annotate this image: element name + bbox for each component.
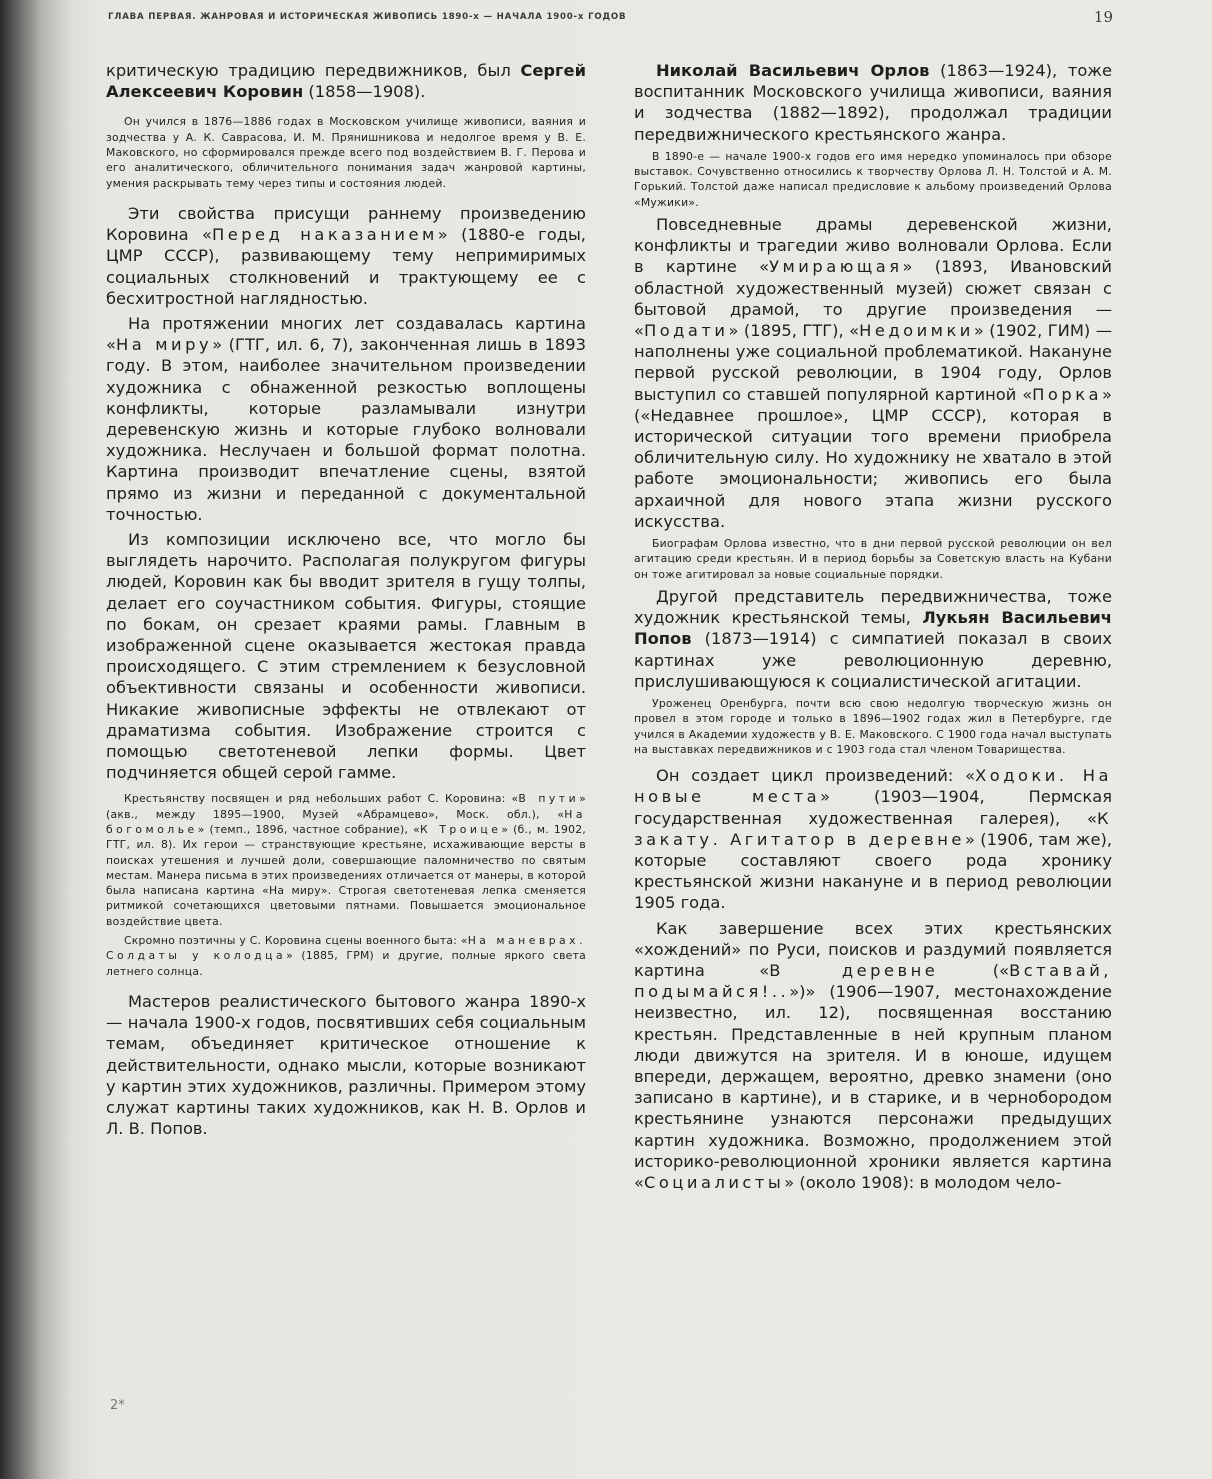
artist-name: Лукьян Васильевич Попов	[634, 608, 1112, 649]
artwork-title: Социалисты	[643, 1173, 785, 1192]
artist-name: Сергей Алексеевич Коровин	[106, 61, 586, 102]
artwork-title: На богомолье	[106, 807, 586, 836]
artwork-title: Недоимки	[859, 321, 974, 341]
artwork-title: Перед наказанием	[211, 225, 438, 245]
artwork-title: Порка	[1032, 384, 1103, 404]
artwork-title: К закату. Агитатор в деревне	[634, 808, 1112, 849]
biographical-note: Биографам Орлова известно, что в дни первой русской революции он вел агитацию среди крестьян. И в период борьбы за Советскую власть на Кубани он тоже агитировал за новые социальные порядки.	[634, 537, 1112, 581]
paragraph: На протяжении многих лет создавалась картина «На миру» (ГТГ, ил. 6, 7), законченная лишь в 1893 году. В этом, наиболее значительном произведении художника с обнаженной резкостью воплощены конфликты, которые разламывали изнутри деревенскую жизнь и которые глубоко волновали художника. Неслучаен и большой формат полотна. Картина производит впечатление сцены, взятой прямо из жизни и переданной с документальной точностью.	[106, 313, 587, 524]
paragraph: Он создает цикл произведений: «Ходоки. На новые места» (1903—1904, Пермская государственная художественная галерея), «К закату. Агитатор в деревне» (1906, там же), которые составляют своего рода хронику крестьянской жизни накануне и в период революции 1905 года.	[634, 766, 1113, 913]
artwork-title: Подати	[643, 321, 729, 341]
artwork-title: Умирающая	[769, 257, 903, 277]
note: Крестьянству посвящен и ряд небольших работ С. Коровина: «В пути» (акв., между 1895—1900, Музей «Абрамцево», Моск. обл.), «На богомолье» (темп., 1896, частное собрание), «К Троице» (б., м. 1902, ГТГ, ил. 8). Их герои — странствующие крестьяне, исхаживающие версты в поисках утешения и лучшей доли, совершающие паломничество по святым местам. Манера письма в этих произведениях отличается от манеры, в которой была написана картина «На миру». Строгая светотеневая лепка сменяется ритмикой сочетающихся цветовыми пятнами. Повышается эмоциональное воздействие цвета.	[106, 792, 586, 928]
artwork-title: Вставай, подымайся!..	[634, 960, 1112, 1002]
paragraph: критическую традицию передвижников, был Сергей Алексеевич Коровин (1858—1908).	[106, 61, 586, 102]
artwork-title: Ходоки. На новые места	[634, 766, 1112, 807]
artist-name: Николай Васильевич Орлов	[656, 61, 930, 80]
paragraph: Другой представитель передвижничества, тоже художник крестьянской темы, Лукьян Васильевич Попов (1873—1914) с симпатией показал в своих картинах уже революционную деревню, прислушивающуюся к социалистической агитации.	[634, 586, 1112, 691]
artwork-title: На миру	[115, 335, 213, 355]
signature-mark: 2*	[110, 1398, 125, 1413]
artwork-title: В пути	[518, 792, 580, 806]
biographical-note: Он учился в 1876—1886 годах в Московском училище живописи, ваяния и зодчества у А. К. Саврасова, И. М. Прянишникова и недолгое время у В. Е. Маковского, но сформировался прежде всего под воздействием В. Г. Перова и его аналитического, обличительного понимания задач жанровой картины, умения раскрывать тему через типы и состояния людей.	[106, 115, 586, 190]
paragraph: Повседневные драмы деревенской жизни, конфликты и трагедии живо волновали Орлова. Если в картине «Умирающая» (1893, Ивановский областной художественный музей) сюжет связан с бытовой драмой, то другие произведения — «Подати» (1895, ГТГ), «Недоимки» (1902, ГИМ) — наполнены уже социальной проблематикой. Накануне первой русской революции, в 1904 году, Орлов выступил со ставшей популярной картиной «Порка» («Недавнее прошлое», ЦМР СССР), которая в исторической ситуации того времени приобрела обличительную силу. Но художнику не хватало в этой работе эмоциональности; живопись его была архаичной для нового этапа жизни русского искусства.	[634, 215, 1112, 531]
artwork-title: В деревне	[769, 960, 939, 980]
left-column	[106, 60, 586, 1139]
page-number: 19	[1093, 8, 1113, 26]
artwork-title: На маневрах. Солдаты у колодца	[106, 934, 586, 963]
paragraph: Как завершение всех этих крестьянских «хождений» по Руси, поисков и раздумий появляется картина «В деревне («Вставай, подымайся!..»)» (1906—1907, местонахождение неизвестно, ил. 12), посвященная восстанию крестьян. Представленные в ней крупным планом люди движутся на зрителя. И в юноше, идущем впереди, держащем, вероятно, древко знамени (оно записано в картине), и в старике, и в чернобородом крестьянине узнаются персонажи предыдущих картин художника. Возможно, продолжением этой историко-революционной хроники является картина «Социалисты» (около 1908): в молодом чело-	[634, 918, 1112, 1192]
artwork-title: К Троице	[419, 822, 502, 836]
paragraph: Эти свойства присущи раннему произведению Коровина «Перед наказанием» (1880-е годы, ЦМР СССР), развивающему тему непримиримых социальных столкновений и трактующему ее с бесхитростной наглядностью.	[106, 203, 586, 308]
biographical-note: Уроженец Оренбурга, почти всю свою недолгую творческую жизнь он провел в этом городе и только в 1896—1902 годах жил в Петербурге, где учился в Академии художеств у В. Е. Маковского. С 1900 года начал выступать на выставках передвижников и с 1903 года стал членом Товарищества.	[634, 696, 1112, 756]
running-title: ГЛАВА ПЕРВАЯ. ЖАНРОВАЯ И ИСТОРИЧЕСКАЯ ЖИВОПИСЬ 1890-х — НАЧАЛА 1900-х ГОДОВ	[108, 12, 627, 22]
right-column	[634, 60, 1112, 1193]
page-header	[108, 10, 1113, 26]
paragraph: Мастеров реалистического бытового жанра 1890-х — начала 1900-х годов, посвятивших себя социальным темам, объединяет критическое отношение к действительности, однако мысли, которые возникают у картин этих художников, различны. Примером этому служат картины таких художников, как Н. В. Орлов и Л. В. Попов.	[106, 991, 586, 1139]
paragraph: Из композиции исключено все, что могло бы выглядеть нарочито. Располагая полукругом фигуры людей, Коровин как бы вводит зрителя в гущу толпы, делает его соучастником события. Фигуры, стоящие по бокам, он срезает краями рамы. Главным в изображенной сцене оказывается жестокая правда происходящего. С этим стремлением к безусловной объективности связаны и особенности живописи. Никакие живописные эффекты не отвлекают от драматизма события. Изображение строится с помощью светотеневой лепки формы. Цвет подчиняется общей серой гамме.	[106, 529, 586, 783]
note: Скромно поэтичны у С. Коровина сцены военного быта: «На маневрах. Солдаты у колодца» (1885, ГРМ) и другие, полные яркого света летнего солнца.	[106, 934, 586, 978]
paragraph: Николай Васильевич Орлов (1863—1924), тоже воспитанник Московского училища живописи, ваяния и зодчества (1882—1892), продолжал традиции передвижнического крестьянского жанра.	[634, 61, 1112, 144]
biographical-note: В 1890-е — начале 1900-х годов его имя нередко упоминалось при обзоре выставок. Сочувственно относились к творчеству Орлова Л. Н. Толстой и А. М. Горький. Толстой даже написал предисловие к альбому произведений Орлова «Мужики».	[634, 149, 1112, 209]
